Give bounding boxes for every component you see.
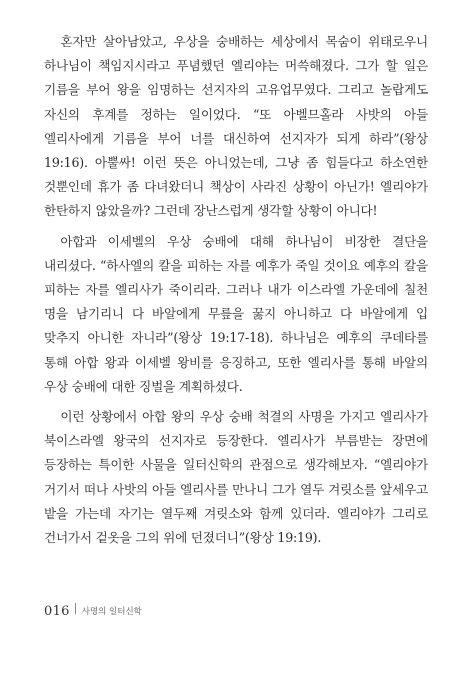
body-text [44,30,428,556]
running-title: 사명의 일터신학 [81,607,142,617]
paragraph-3: 이런 상황에서 아합 왕의 우상 숭배 척결의 사명을 가지고 엘리사가 북이스라엘 왕국의 선지자로 등장한다. 엘리사가 부름받는 장면에 등장하는 특이한 사물을 일터신학의 관점으로 생각해보자. “엘리야가 거기서 떠나 사밧의 아들 엘리사를 만나니 그가 열두 겨릿소를 앞세우고 밭을 가는데 자기는 열두째 겨릿소와 함께 있더라. 엘리야가 그리로 건너가서 겉옷을 그의 위에 던졌더니”(왕상 19:19). [44,409,428,546]
paragraph-1: 혼자만 살아남았고, 우상을 숭배하는 세상에서 목숨이 위태로우니 하나님이 책임지시라고 푸념했던 엘리야는 머쓱해졌다. 그가 할 일은 기름을 부어 왕을 임명하는 선지자의 고유업무였다. 그리고 놀랍게도 자신의 후계를 정하는 일이었다. “또 아벨므홀라 사밧의 아들 엘리사에게 기름을 부어 너를 대신하여 선지자가 되게 하라”(왕상 19:16). 아뿔싸! 이런 뜻은 아니었는데, 그냥 좀 힘들다고 하소연한 것뿐인데 휴가 좀 다녀왔더니 책상이 사라진 상황이 아닌가! 엘리야가 한탄하지 않았을까? 그런데 장난스럽게 생각할 상황이 아니다! [44,34,428,219]
page-footer [44,601,142,621]
page-number: 016 [44,603,70,619]
paragraph-2: 아합과 이세벨의 우상 숭배에 대해 하나님이 비장한 결단을 내리셨다. “하사엘의 칼을 피하는 자를 예후가 죽일 것이요 예후의 칼을 피하는 자를 엘리사가 죽이리라. 그러나 내가 이스라엘 가운데에 칠천 명을 남기리니 다 바알에게 무릎을 꿇지 아니하고 다 바알에게 입 맞추지 아니한 자니라”(왕상 19:17-18). 하나님은 예후의 쿠데타를 통해 아합 왕과 이세벨 왕비를 응징하고, 또한 엘리사를 통해 바알의 우상 숭배에 대한 징벌을 계획하셨다. [44,233,428,394]
footer-divider [75,603,76,614]
